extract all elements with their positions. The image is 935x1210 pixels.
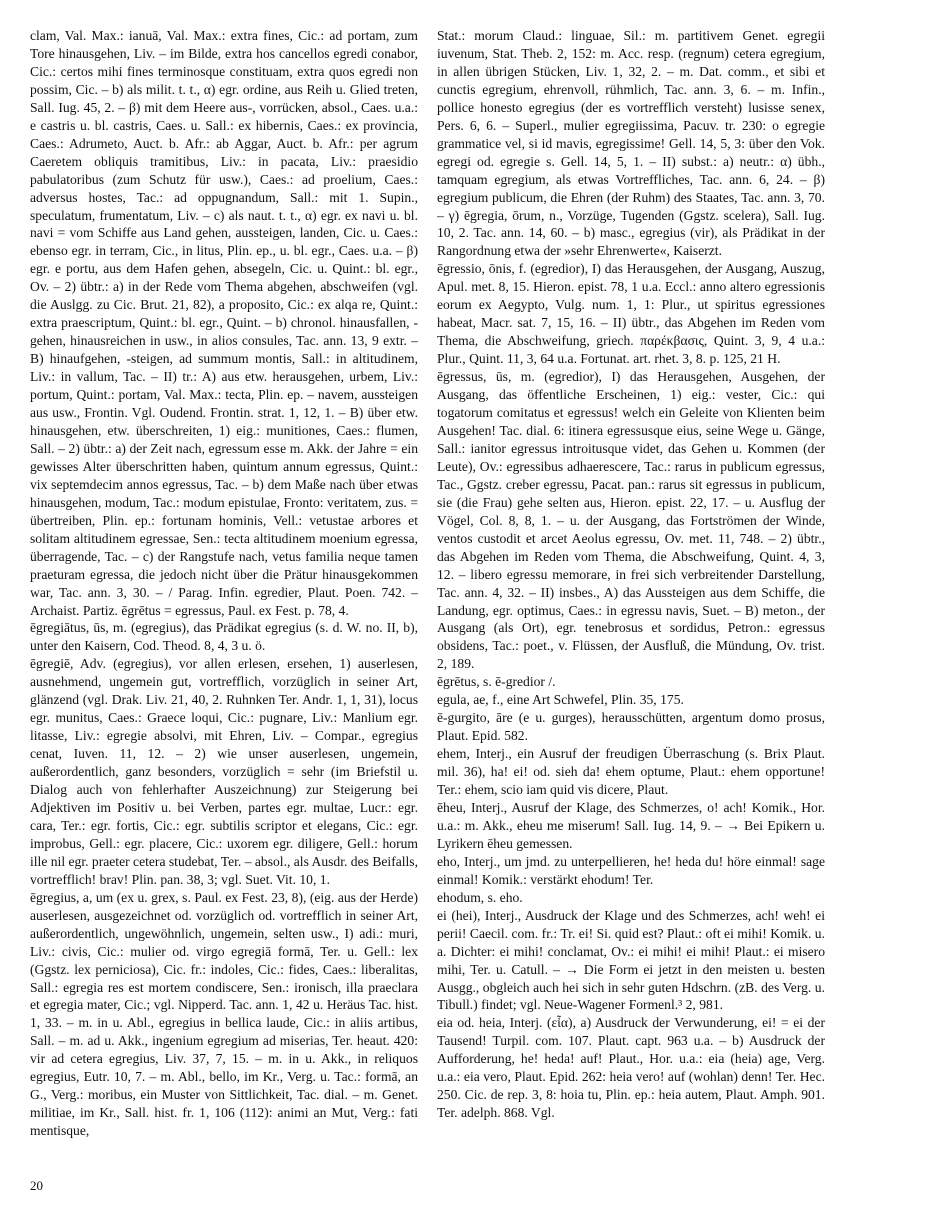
entry-egressus: ēgressus, ūs, m. (egredior), I) das Herausgehen, Ausgehen, der Ausgang, das öffentliche Erscheinen, 1) eig.: vester, Cic.: qui togatorum comitatus et egressus! welch ein Geleite von Klienten beim Ausgehen! Tac. dial. 6: itinera egressusque eius, seine Wege u. Gänge, Sall.: ianitor egressus introitusque videt, das Gehen u. Kommen (der Leute), Ov.: egressibus adhaerescere, Tac.: rarus in publicum egressus, Tac., Ggstz. creber egressu, Pacat. pan.: rarus sit egressus in publicum, sie (die Frau) gehe selten aus, Hieron. epist. 22, 17. – u. Ausflug der Vögel, Col. 8, 8, 1. – u. der Ausgang, das Fortströmen der Winde, ventos custodit et arcet Aeolus egressu, Ov. met. 11, 748. – 2) übtr., das Abgehen im Reden vom Thema, die Abschweifung, Quint. 4, 3, 12. – libero egressu memorare, in frei sich verbreitender Darstellung, Tac. ann. 4, 32. – II) insbes., A) das Aussteigen aus dem Schiffe, die Landung, egr. optimus, Caes.: in egressu navis, Suet. – B) meton., der Ausgang (als Ort), egr. tenebrosus et sordidus, Petron.: egressus obsidens, Tac.: poet., v. Flüssen, der Ausfluß, die Mündung, Ov. trist. 2, 189. xyxy=(437,369,825,672)
entry-eheu: ēheu, Interj., Ausruf der Klage, des Schmerzes, o! ach! Komik., Hor. u.a.: m. Akk., eheu me miserum! Sall. Iug. 14, 9. – → Bei Epikern u. Lyrikern ēheu gemessen. xyxy=(437,799,825,851)
entry-ei: ei (hei), Interj., Ausdruck der Klage und des Schmerzes, ach! weh! ei perii! Caecil. com. fr.: Tr. ei! Si. quid est? Plaut.: oft ei mihi! Komik. u. a. Dichter: ei mihi! conclamat, Ov.: ei mihi! ei mihi! Plaut.: ei misero mihi, Ter. u. Catull. – → Die Form ei jetzt in den meisten u. besten Ausgg., obgleich auch hei sich in sehr guten Hdschrn. (zB. des Verg. u. Tibull.) findet; vgl. Neue-Wagener Formenl.³ 2, 981. xyxy=(437,907,825,1013)
entry-egregiatus: ēgregiātus, ūs, m. (egregius), das Prädikat egregius (s. d. W. no. II, b), unter den Kaisern, Cod. Theod. 8, 4, 3 u. ö. xyxy=(30,620,418,654)
page-number: 20 xyxy=(30,1178,43,1193)
entry-egula: egula, ae, f., eine Art Schwefel, Plin. 35, 175. xyxy=(437,692,684,708)
entry-egregius-continued: Stat.: morum Claud.: linguae, Sil.: m. partitivem Genet. egregii iuvenum, Stat. Theb. 2, 152: m. Acc. resp. (regnum) cetera egregium, in allen übrigen Stücken, Liv. 1, 32, 2. – m. Dat. comm., et sibi et cunctis egregium, ehrenvoll, rühmlich, Tac. ann. 3, 6. – m. Infin., pollice honesto egregius (der es vortrefflich versteht) lusisse senex, Pers. 6, 6. – Superl., mulier egregiissima, Pacuv. tr. 230: o egregie grammatice vel, si id mavis, egregissime! Gell. 14, 5, 3: über den Vok. egregi od. egregie s. Gell. 14, 5, 1. – II) subst.: a) neutr.: α) übh., tamquam egregium, als etwas Vortreffliches, Tac. ann. 6, 24. – β) egregium publicum, die Ehren (der Ruhm) des Staates, Tac. ann. 3, 70. – γ) ēgregia, ōrum, n., Vorzüge, Tugenden (Ggstz. scelera), Sall. Iug. 10, 2. Tac. ann. 14, 60. – b) masc., egregius (vir), als Prädikat in der Rangordnung etwa der »sehr Ehrenwerte«, Kaiserzt. xyxy=(437,28,825,259)
left-column xyxy=(30,27,418,1175)
entry-egregie: ēgregiē, Adv. (egregius), vor allen erlesen, ersehen, 1) auserlesen, ausnehmend, ungemein gut, vortrefflich, vorzüglich in seiner Art, glänzend (vgl. Drak. Liv. 21, 40, 2. Ruhnken Ter. Andr. 1, 1, 31), locus egr. munitus, Caes.: Graece loqui, Cic.: pugnare, Liv.: Manlium egr. litasse, Liv.: egregie absolvi, mit Ehren, Liv. – Compar., egregius cenat, Iuven. 11, 12. – 2) wie unser auserlesen, ungemein, außerordentlich, ganz besonders, vorzüglich = sehr (im Briefstil u. Dialog auch von fehlerhafter Auszeichnung) zur Steigerung bei Adjektiven im Positiv u. bei Verben, partes egr. multae, Lucr.: egr. cara, Ter.: egr. fortis, Cic.: egr. subtilis scriptor et elegans, Cic.: egr. improbus, Gell.: egr. placere, Cic.: uxorem egr. diligere, Gell.: horum ille nil egr. praeter cetera studebat, Ter. – absol., als Ausdr. des Beifalls, vortrefflich! brav! Plin. pan. 38, 3; vgl. Suet. Vit. 10, 1. xyxy=(30,656,418,887)
entry-egretus: ēgrētus, s. ē-gredior /. xyxy=(437,674,556,690)
entry-ehem: ehem, Interj., ein Ausruf der freudigen Überraschung (s. Brix Plaut. mil. 36), ha! ei! od. sieh da! ehem optume, Plaut.: ehem opportune! Ter.: ehem, scio iam quid vis dicere, Plaut. xyxy=(437,746,825,798)
entry-eho: eho, Interj., um jmd. zu unterpellieren, he! heda du! höre einmal! sage einmal! Komik.: verstärkt ehodum! Ter. xyxy=(437,853,825,887)
entry-ehodum: ehodum, s. eho. xyxy=(437,889,523,905)
right-column xyxy=(437,27,825,1175)
entry-egressio: ēgressio, ōnis, f. (egredior), I) das Herausgehen, der Ausgang, Auszug, Apul. met. 8, 15. Hieron. epist. 78, 1 u.a. Eccl.: anno altero egressionis eorum ex Aegypto, Vulg. num. 1, 1: Plur., ut spiritus egressiones habeat, Macr. sat. 7, 15, 16. – II) übtr., das Abgehen im Reden vom Thema, die Abschweifung, griech. παρέκβασις, Quint. 3, 9, 4 u.a.: Plur., Quint. 11, 3, 64 u.a. Fortunat. art. rhet. 3, 8. p. 125, 21 H. xyxy=(437,261,825,367)
entry-egregius: ēgregius, a, um (ex u. grex, s. Paul. ex Fest. 23, 8), (eig. aus der Herde) auserlesen, ausgezeichnet od. vorzüglich od. vortrefflich in seiner Art, außerordentlich, ungewöhnlich, ungemein, selten usw., I) adi.: muri, Liv.: civis, Cic.: mulier od. virgo egregiā formā, Ter. u. Gell.: lex (Ggstz. lex perniciosa), Cic. fr.: indoles, Cic.: fides, Caes.: liberalitas, Sall.: egregia res est mortem condiscere, Sen.: ironisch, illa praeclara et egregia mater, Cic.; vgl. Nipperd. Tac. ann. 1, 42 u. Heräus Tac. hist. 1, 33. – m. in u. Abl., egregius in bellica laude, Cic.: in aliis artibus, Sall. – m. ad u. Akk., ingenium egregium ad miserias, Ter. heaut. 420: vir ad cetera egregius, Liv. 37, 7, 15. – m. in u. Akk., in reliquos egregius, Eutr. 10, 7. – m. Abl., bello, im Kr., Verg. u. Tac.: formā, an G., Verg.: moribus, ein Muster von Sittlichkeit, Tac. dial. – m. Genet. militiae, im Kr., Sall. hist. fr. 1, 106 (112): animi an Mut, Verg.: fati mentisque, xyxy=(30,889,418,1139)
entry-egredior-continued: clam, Val. Max.: ianuā, Val. Max.: extra fines, Cic.: ad portam, zum Tore hinausgehen, Liv. – im Bilde, extra hos cancellos egredi conabor, Cic.: certos mihi fines terminosque constituam, extra quos egredi non possim, Cic. – b) als milit. t. t., α) egr. ordine, aus Reih u. Glied treten, Sall. Iug. 45, 2. – β) mit dem Heere aus-, vorrücken, absol., Caes. u.a.: e castris u. bl. castris, Caes. u. Sall.: ex hibernis, Caes.: ex provincia, Caes.: Adrumeto, Auct. b. Afr.: ab Aggar, Auct. b. Afr.: per agrum Caeretem obliquis tramitibus, Liv.: in pacata, Liv.: praesidio pabulatoribus (zum Schutz für usw.), Caes.: ad proelium, Caes.: adversus hostes, Tac.: ad oppugnandum, Sall.: mit 1. Supin., speculatum, frumentatum, Liv. – c) als naut. t. t., α) egr. ex navi u. bl. navi = vom Schiffe aus Land gehen, aussteigen, landen, Cic. u. Caes.: ebenso egr. in terram, Cic., in litus, Plin. ep., u. bl. egr., Caes. u.a. – β) egr. e portu, aus dem Hafen gehen, absegeln, Cic. u. Quint.: bl. egr., Ov. – 2) übtr.: a) in der Rede vom Thema abgehen, abschweifen (vgl. die Auslgg. zu Cic. Brut. 21, 82), a proposito, Cic.: ex alqa re, Quint.: extra praescriptum, Quint.: bl. egr., Quint. – b) chronol. hinausfallen, -gehen, hinausreichen in usw., in alios consules, Tac. ann. 13, 9 extr. – B) hinaufgehen, -steigen, ad summum montis, Sall.: in altitudinem, Liv.: in vallum, Tac. – II) tr.: A) aus etw. herausgehen, urbem, Liv.: portum, Quint.: portam, Val. Max.: tecta, Plin. ep. – navem, aussteigen aus usw., Frontin. Vgl. Oudend. Frontin. strat. 1, 12, 1. – B) über etw. hinausgehen, etw. überschreiten, 1) eig.: munitiones, Caes.: flumen, Sall. – 2) übtr.: a) der Zeit nach, egressum esse m. Akk. der Jahre = ein gewisses Alter überschritten haben, quintum annum egressus, Quint.: vix septemdecim annos egressus, Tac. – b) dem Maße nach über etwas hinausgehen, modum, Tac.: modum epistulae, Fronto: veritatem, zus. = übertreiben, Plin. ep.: fortunam hominis, Vell.: vetustae arbores et solitam altitudinem egressae, Sen.: tecta altitudinem moenium egressa, überragende, Tac. – c) der Rangstufe nach, vetus familia neque tamen praeturam egressa, die jedoch nicht über die Prätur hinausgekommen war, Tac. ann. 3, 30. – / Parag. Infin. egredier, Plaut. Poen. 742. – Archaist. Partiz. ēgrētus = egressus, Paul. ex Fest. p. 78, 4. xyxy=(30,28,418,618)
entry-egurgito: ē-gurgito, āre (e u. gurges), herausschütten, argentum domo prosus, Plaut. Epid. 582. xyxy=(437,710,825,744)
entry-eia: eia od. heia, Interj. (εἶα), a) Ausdruck der Verwunderung, ei! = ei der Tausend! Turpil. com. 107. Plaut. capt. 963 u.a. – b) Ausdruck der Aufforderung, he! heda! auf! Plaut., Hor. u.a.: eia (heia) age, Verg. u.a.: eia vero, Plaut. Epid. 262: heia vero! auf (wohlan) denn! Ter. Hec. 250. Cic. de rep. 3, 8: hoia tu, Plin. ep.: heia autem, Plaut. Amph. 901. Ter. adelph. 868. Vgl. xyxy=(437,1015,825,1121)
